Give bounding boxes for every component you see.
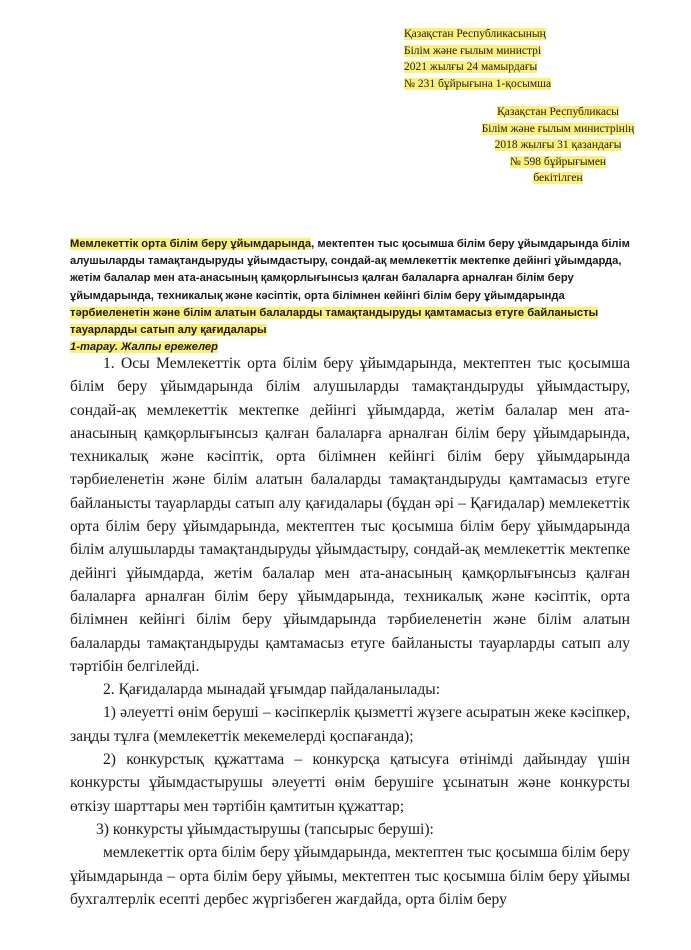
title-highlight-end: тәрбиеленетін және білім алатын балаларды тамақтандыруды қамтамасыз етуге байланысты тауарларды сатып алу қағидалары bbox=[70, 306, 599, 337]
paragraph-2-2: 2) конкурстық құжаттама – конкурсқа қатысуға өтінімді дайындау үшін конкурсты ұйымдастырушы әлеуетті өнім берушіге ұсынатын және конкурсты өткізу шарттары мен тәртібін қамтитын құжаттар; bbox=[70, 751, 630, 815]
stamp-line: № 598 бұйрығымен bbox=[509, 155, 607, 168]
paragraph-2-3-text: мемлекеттік орта білім беру ұйымдарында, мектептен тыс қосымша білім беру ұйымдарында – орта білім беру ұйымы, мектептен тыс қосымша білім беру ұйымы бухгалтерлік есепті дербес жүргізбеген жағдайда, орта білім беру bbox=[70, 844, 630, 908]
title-middle: , мектептен тыс қосымша білім беру ұйымдарында білім алушыларды тамақтандыруды ұйымдастыру, сондай-ақ мемлекеттік мектепке дейінгі ұйымдарда, жетім балалар мен ата-анасының қамқорлығынсыз қалған балаларға арналған білім беру ұйымдарында, техникалық және кәсіптік, орта білімнен кейінгі білім беру ұйымдарында bbox=[70, 238, 630, 302]
approval-stamp-2021 bbox=[404, 26, 551, 92]
stamp-line: 2018 жылғы 31 қазандағы bbox=[494, 139, 622, 151]
stamp-line: Білім және ғылым министрінің bbox=[481, 122, 635, 135]
stamp-line: Қазақстан Республикасы bbox=[497, 106, 619, 118]
stamp-line: № 231 бұйрығына 1-қосымша bbox=[404, 77, 552, 90]
stamp-line: 2021 жылғы 24 мамырдағы bbox=[404, 61, 538, 73]
paragraph-1: 1. Осы Мемлекеттік орта білім беру ұйымдарында, мектептен тыс қосымша білім беру ұйымдарында білім алушыларды тамақтандыруды ұйымдастыру, сондай-ақ мемлекеттік мектепке дейінгі ұйымдарда, жетім балалар мен ата-анасының қамқорлығынсыз қалған балаларға арналған білім беру ұйымдарында, техникалық және кәсіптік, орта білімнен кейінгі білім беру ұйымдарында тәрбиеленетін және білім алатын балаларды тамақтандыруды қамтамасыз етуге байланысты тауарларды сатып алу қағидалары (бұдан әрі – Қағидалар) мемлекеттік орта білім беру ұйымдарында, мектептен тыс қосымша білім беру ұйымдарында білім алушыларды тамақтандыруды ұйымдастыру, сондай-ақ мемлекеттік мектепке дейінгі ұйымдарда, жетім балалар мен ата-анасының қамқорлығынсыз қалған балаларға арналған білім беру ұйымдарында, техникалық және кәсіптік, орта білімнен кейінгі білім беру ұйымдарында тәрбиеленетін және білім алатын балаларды тамақтандыруды қамтамасыз етуге байланысты тауарларды сатып алу тәртібін белгілейді. bbox=[70, 355, 630, 675]
paragraph-2: 2. Қағидаларда мынадай ұғымдар пайдаланылады: bbox=[103, 681, 441, 699]
stamp-line: Қазақстан Республикасының bbox=[404, 28, 546, 40]
document-title bbox=[70, 236, 635, 356]
paragraph-2-1: 1) әлеуетті өнім беруші – кәсіпкерлік қызметті жүзеге асыратын жеке кәсіпкер, заңды тұлға (мемлекеттік мекемелерді қоспағанда); bbox=[70, 704, 630, 745]
stamp-line: Білім және ғылым министрі bbox=[404, 44, 542, 57]
approval-stamp-2018 bbox=[428, 104, 688, 187]
stamp-line: бекітілген bbox=[533, 172, 583, 184]
document-body bbox=[70, 352, 630, 911]
section-heading: 1-тарау. Жалпы ережелер bbox=[70, 341, 218, 354]
paragraph-2-3: 3) конкурсты ұйымдастырушы (тапсырыс беруші): bbox=[96, 820, 434, 838]
title-highlight-start: Мемлекеттік орта білім беру ұйымдарында bbox=[70, 238, 312, 250]
